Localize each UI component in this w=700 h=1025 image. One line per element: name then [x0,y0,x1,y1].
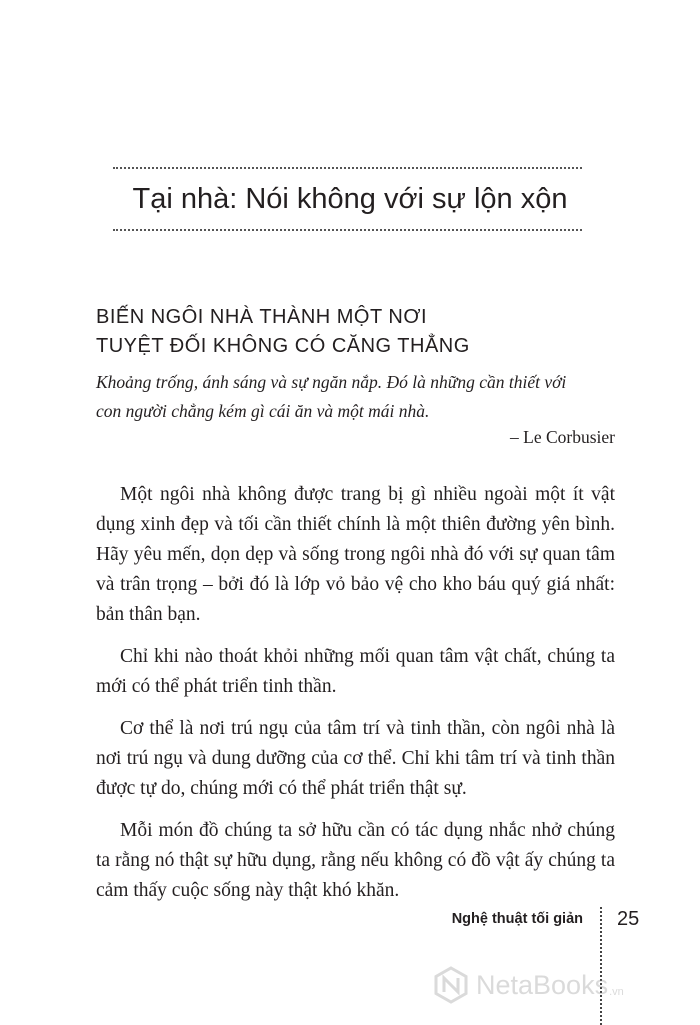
body-paragraph: Chỉ khi nào thoát khỏi những mối quan tâm vật chất, chúng ta mới có thể phát triển tinh thần. [96,646,615,697]
section-heading-line: TUYỆT ĐỐI KHÔNG CÓ CĂNG THẲNG [96,335,470,357]
title-bottom-dotted-rule [113,229,582,231]
watermark-brand: NetaBooks [476,969,609,1000]
section-heading [96,303,616,361]
page-number: 25 [617,908,640,930]
watermark-suffix: .vn [609,986,624,998]
epigraph-quote [96,368,616,426]
body-paragraph: Một ngôi nhà không được trang bị gì nhiều ngoài một ít vật dụng xinh đẹp và tối cần thiết chính là một thiên đường yên bình. Hãy yêu mến, dọn dẹp và sống trong ngôi nhà đó với sự quan tâm và trân trọng – bởi đó là lớp vỏ bảo vệ cho kho báu quý giá nhất: bản thân bạn. [96,484,615,625]
epigraph-line: Khoảng trống, ánh sáng và sự ngăn nắp. Đó là những cần thiết với [96,372,567,392]
body-paragraph: Mỗi món đồ chúng ta sở hữu cần có tác dụng nhắc nhở chúng ta rằng nó thật sự hữu dụng, rằng nếu không có đồ vật ấy chúng ta cảm thấy cuộc sống này thật khó khăn. [96,820,615,901]
body-paragraph: Cơ thể là nơi trú ngụ của tâm trí và tinh thần, còn ngôi nhà là nơi trú ngụ và dung dưỡng của cơ thể. Chỉ khi tâm trí và tinh thần được tự do, chúng mới có thể phát triển thật sự. [96,718,615,799]
title-top-dotted-rule [113,167,582,169]
body-text [96,480,615,918]
watermark [432,965,624,1005]
watermark-logo-icon [432,966,470,1004]
epigraph-attribution: – Le Corbusier [510,427,615,447]
section-heading-line: BIẾN NGÔI NHÀ THÀNH MỘT NƠI [96,306,428,328]
running-footer-book-title: Nghệ thuật tối giản [451,911,583,927]
chapter-title: Tại nhà: Nói không với sự lộn xộn [132,183,568,215]
epigraph-line: con người chẳng kém gì cái ăn và một mái nhà. [96,401,430,421]
